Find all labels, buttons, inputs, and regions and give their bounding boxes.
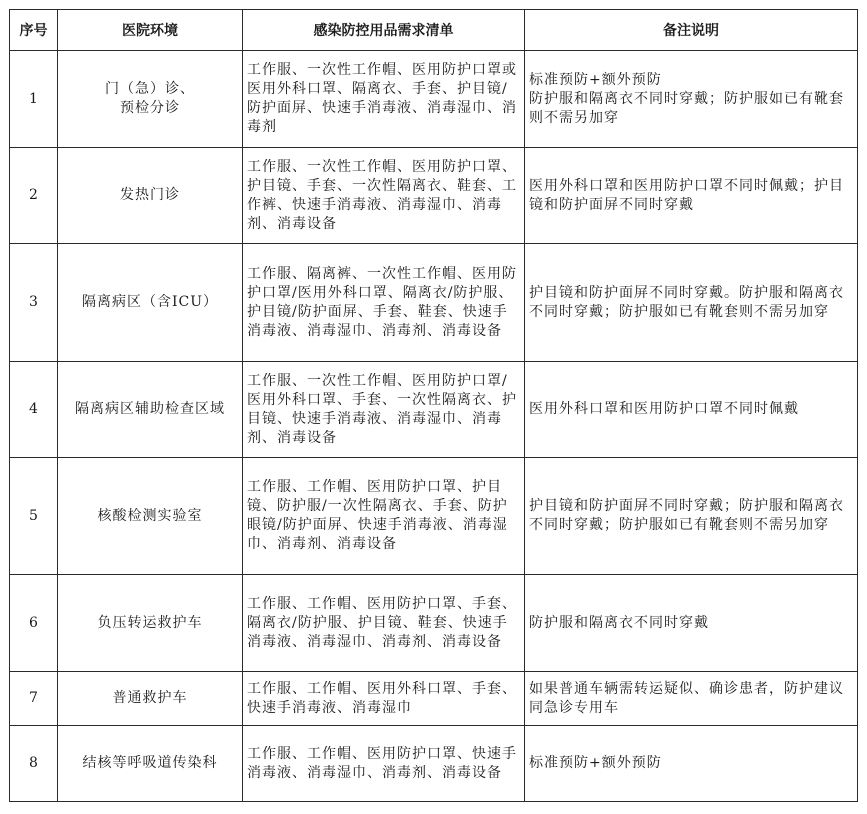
- table-row: [10, 726, 858, 802]
- table-row: [10, 51, 858, 148]
- table-row: [10, 244, 858, 362]
- row-items: 工作服、工作帽、医用防护口罩、手套、隔离衣/防护服、护目镜、鞋套、快速手消毒液、消毒湿巾、消毒剂、消毒设备: [243, 575, 525, 672]
- table-row: [10, 672, 858, 726]
- row-env: 结核等呼吸道传染科: [58, 726, 243, 802]
- row-note: 护目镜和防护面屏不同时穿戴。防护服和隔离衣不同时穿戴；防护服如已有靴套则不需另加穿: [525, 244, 858, 362]
- row-items: 工作服、一次性工作帽、医用防护口罩或医用外科口罩、隔离衣、手套、护目镜/防护面屏、快速手消毒液、消毒湿巾、消毒剂: [243, 51, 525, 148]
- row-items: 工作服、工作帽、医用防护口罩、快速手消毒液、消毒湿巾、消毒剂、消毒设备: [243, 726, 525, 802]
- table-row: [10, 458, 858, 575]
- row-note: 医用外科口罩和医用防护口罩不同时佩戴；护目镜和防护面屏不同时穿戴: [525, 148, 858, 244]
- row-env: [58, 51, 243, 148]
- row-items: 工作服、工作帽、医用外科口罩、手套、快速手消毒液、消毒湿巾: [243, 672, 525, 726]
- row-env: 普通救护车: [58, 672, 243, 726]
- row-no: 7: [10, 672, 58, 726]
- ppe-requirements-table: [9, 9, 858, 802]
- row-env: 负压转运救护车: [58, 575, 243, 672]
- table-row: [10, 575, 858, 672]
- row-note: 防护服和隔离衣不同时穿戴: [525, 575, 858, 672]
- row-no: 5: [10, 458, 58, 575]
- row-env: 发热门诊: [58, 148, 243, 244]
- header-items: 感染防控用品需求清单: [243, 10, 525, 51]
- row-note-line1: 标准预防+额外预防: [529, 71, 662, 88]
- header-note: 备注说明: [525, 10, 858, 51]
- row-env: 核酸检测实验室: [58, 458, 243, 575]
- row-note-line2: 防护服和隔离衣不同时穿戴；防护服如已有靴套则不需另加穿: [529, 90, 844, 126]
- header-row: [10, 10, 858, 51]
- row-no: 1: [10, 51, 58, 148]
- row-note: 护目镜和防护面屏不同时穿戴；防护服和隔离衣不同时穿戴；防护服如已有靴套则不需另加穿: [525, 458, 858, 575]
- row-no: 4: [10, 362, 58, 458]
- row-env: 隔离病区辅助检查区域: [58, 362, 243, 458]
- row-note: [525, 51, 858, 148]
- header-no: 序号: [10, 10, 58, 51]
- row-items: 工作服、一次性工作帽、医用防护口罩、护目镜、手套、一次性隔离衣、鞋套、工作裤、快速手消毒液、消毒湿巾、消毒剂、消毒设备: [243, 148, 525, 244]
- row-no: 6: [10, 575, 58, 672]
- row-env: 隔离病区（含ICU）: [58, 244, 243, 362]
- row-no: 8: [10, 726, 58, 802]
- table-row: [10, 148, 858, 244]
- table-row: [10, 362, 858, 458]
- row-env-line2: 预检分诊: [120, 100, 180, 116]
- row-env-line1: 门（急）诊、: [105, 81, 195, 97]
- row-no: 3: [10, 244, 58, 362]
- row-note: 标准预防+额外预防: [525, 726, 858, 802]
- header-env: 医院环境: [58, 10, 243, 51]
- row-note: 医用外科口罩和医用防护口罩不同时佩戴: [525, 362, 858, 458]
- row-items: 工作服、一次性工作帽、医用防护口罩/医用外科口罩、手套、一次性隔离衣、护目镜、快速手消毒液、消毒湿巾、消毒剂、消毒设备: [243, 362, 525, 458]
- row-note: 如果普通车辆需转运疑似、确诊患者，防护建议同急诊专用车: [525, 672, 858, 726]
- row-items: 工作服、隔离裤、一次性工作帽、医用防护口罩/医用外科口罩、隔离衣/防护服、护目镜/防护面屏、手套、鞋套、快速手消毒液、消毒湿巾、消毒剂、消毒设备: [243, 244, 525, 362]
- row-no: 2: [10, 148, 58, 244]
- row-items: 工作服、工作帽、医用防护口罩、护目镜、防护服/一次性隔离衣、手套、防护眼镜/防护面屏、快速手消毒液、消毒湿巾、消毒剂、消毒设备: [243, 458, 525, 575]
